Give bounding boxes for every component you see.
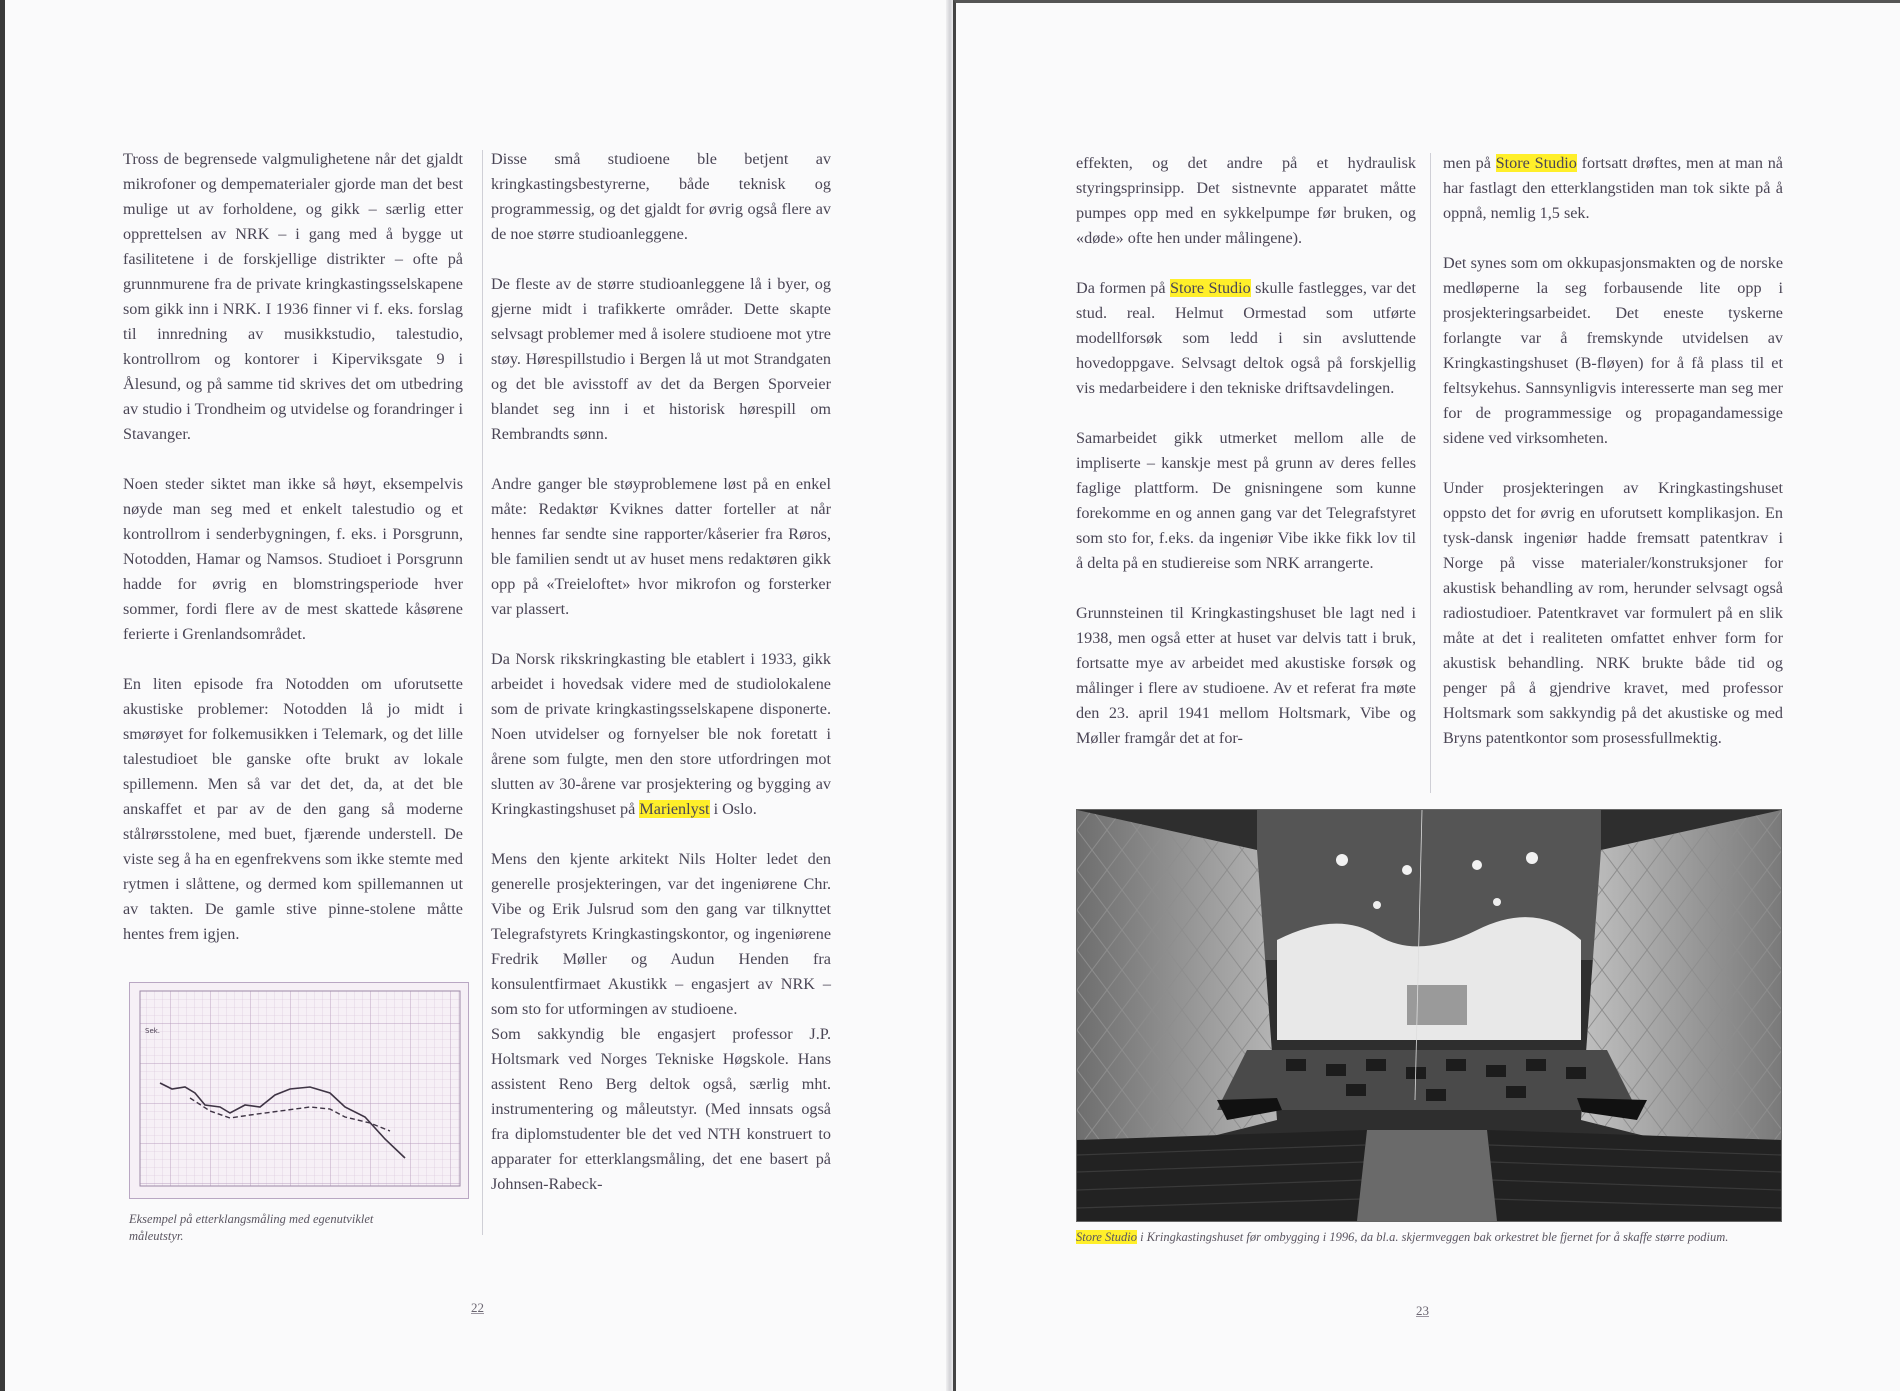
paragraph-store-studio: men på Store Studio fortsatt drøftes, men at man nå har fastlagt den etterklangstiden man tok sikte på å oppnå, nemlig 1,5 sek. xyxy=(1443,154,1783,222)
left-column-1 xyxy=(123,147,463,972)
reverberation-graph-svg xyxy=(130,983,468,1198)
right-column-1 xyxy=(1076,151,1416,751)
page-number: 23 xyxy=(1416,1303,1429,1318)
page-number: 22 xyxy=(471,1300,484,1315)
paragraph: Under prosjekteringen av Kringkastingshuset oppsto det for øvrig en uforutsett komplikasjon. En tysk-dansk ingeniør hadde fremsatt patentkrav i Norge på visse materialer/konstruksjoner for akustisk behandling av rom, herunder selvsagt også radiostudioer. Patentkravet var formulert på en slik måte at det i realiteten omfattet enhver form for akustisk behandling. NRK brukte både tid og penger på å gjendrive kravet, med professor Holtsmark som sakkyndig på det akustiske og med Bryns patentkontor som prosessfullmektig. xyxy=(1443,479,1783,747)
paragraph: Noen steder siktet man ikke så høyt, eksempelvis nøyde man seg med et enkelt talestudio og et kontrollrom i senderbygningen, f. eks. i Porsgrunn, Notodden, Hamar og Namsos. Studioet i Porsgrunn hadde for øvrig en blomstringsperiode hver sommer, fordi flere av de mest skattede kåsørene ferierte i Grenlandsområdet. xyxy=(123,475,463,643)
paragraph: Samarbeidet gikk utmerket mellom alle de impliserte – kanskje mest på grunn av deres felles faglige plattform. De gnisningene som kunne forekomme en og annen gang var det Telegrafstyret som sto for, f.eks. da ingeniør Vibe ikke fikk lov til å delta på en studiereise som NRK arrangerte. xyxy=(1076,429,1416,572)
photo-seats-right xyxy=(1487,1130,1781,1221)
paragraph: Som sakkyndig ble engasjert professor J.P. Holtsmark ved Norges Tekniske Høgskole. Hans assistent Reno Berg deltok også, særlig mht. instrumentering og måleutstyr. (Med innsats også fra diplomstudenter ble det ved NTH konstruert to apparater for etterklangsmåling, det ene basert på Johnsen-Rabeck- xyxy=(491,1025,831,1193)
paragraph: effekten, og det andre på et hydraulisk styringsprinsipp. Det sistnevnte apparatet måtte pumpes opp med en sykkelpumpe før bruken, og «døde» ofte hen under målingene). xyxy=(1076,154,1416,247)
paragraph-store-studio: Da formen på Store Studio skulle fastlegges, var det stud. real. Helmut Ormestad som utførte modellforsøk som ledd i sin avsluttende hovedoppgave. Selvsagt deltok også på forskjellig vis medarbeidere i den tekniske driftsavdelingen. xyxy=(1076,279,1416,397)
graph-axis-label: Sek. xyxy=(145,1027,161,1035)
highlighted-term: Store Studio xyxy=(1169,279,1251,297)
photo-aisle xyxy=(1357,1130,1497,1221)
paragraph: De fleste av de større studioanleggene lå i byer, og gjerne midt i trafikkerte områder. Dette skapte selvsagt problemer med å isolere studioene mot ytre støy. Hørespillstudio i Bergen lå ut mot Strandgaten og det ble avisstoff av det da Bergen Sporveier blandet seg inn i et historisk hørespill om Rembrandts sønn. xyxy=(491,275,831,443)
right-column-2 xyxy=(1443,151,1783,751)
highlighted-term: Store Studio xyxy=(1076,1230,1137,1244)
photo-seats-left xyxy=(1077,1130,1367,1221)
highlighted-term: Store Studio xyxy=(1495,154,1577,172)
right-page xyxy=(953,0,1900,1391)
studio-photo-svg xyxy=(1077,810,1781,1221)
paragraph-marienlyst: Da Norsk rikskringkasting ble etablert i 1933, gikk arbeidet i hovedsak videre med de studiolokalene som de private kringkastingsselskapene disponerte. Noen utvidelser og fornyelser ble nok foretatt i årene som fulgte, men den store utfordringen mot slutten av 30-årene var prosjektering og bygging av Kringkastingshuset på Marienlyst i Oslo. xyxy=(491,650,831,818)
paragraph: Mens den kjente arkitekt Nils Holter ledet den generelle prosjekteringen, var det ingeniørene Chr. Vibe og Erik Julsrud som den gang var tilknyttet Telegrafstyrets Kringkastingskontor, og ingeniørene Fredrik Møller og Audun Henden fra konsulentfirmaet Akustikk – engasjert av NRK – som sto for utformingen av studioene. xyxy=(491,850,831,1018)
paragraph: Grunnsteinen til Kringkastingshuset ble lagt ned i 1938, men også etter at huset var delvis tatt i bruk, fortsatte mye av arbeidet med akustiske forsøk og målinger i flere av studioene. Av et referat fra møte den 23. april 1941 mellom Holtsmark, Vibe og Møller framgår det at for- xyxy=(1076,604,1416,747)
paragraph: Andre ganger ble støyproblemene løst på en enkel måte: Redaktør Kviknes datter forteller at når hennes far sendte sine rapporter/kåserier fra Røros, ble familien sendt ut av huset mens redaktøren gikk opp på «Treieloftet» hvor mikrofon og forsterker var plassert. xyxy=(491,475,831,618)
left-column-2 xyxy=(491,147,831,1197)
paragraph: Tross de begrensede valgmulighetene når det gjaldt mikrofoner og dempematerialer gjorde man det best mulige ut av forholdene, og gikk – særlig etter opprettelsen av NRK – i gang med å bygge ut fasilitetene i de forskjellige distrikter – ofte på grunnmurene fra de private kringkastingsselskapene som gikk inn i NRK. I 1936 finner vi f. eks. forslag til innredning av musikkstudio, talestudio, kontrollrom og kontorer i Kiperviksgate 9 i Ålesund, og på samme tid skrives det om utbedring av studio i Trondheim og utvidelse og forandringer i Stavanger. xyxy=(123,150,463,443)
column-divider xyxy=(1430,153,1431,793)
paragraph: En liten episode fra Notodden om uforutsette akustiske problemer: Notodden lå jo midt i smørøyet for folkemusikken i Telemark, og det lille talestudioet ble ganske ofte brukt av lokale spillemenn. Men så var det det, da, at det ble anskaffet et par av de den gang så moderne stålrørsstolene, med buet, fjærende understell. De viste seg å ha en egenfrekvens som ikke stemte med rytmen i slåttene, og dermed kom spillemannen ut av takten. De gamle stive pinne-stolene måtte hentes frem igjen. xyxy=(123,675,463,943)
paragraph: Det synes som om okkupasjonsmakten og de norske medløperne la seg forbausende lite opp i prosjekteringsarbeidet. Det eneste tyskerne forlangte var å fremskynde utvidelsen av Kringkastingshuset (B-fløyen) for å få plass til et feltsykehus. Sannsynligvis interesserte man seg mer for de programmessige og propagandamessige sidene ved virksomheten. xyxy=(1443,254,1783,447)
reverberation-graph xyxy=(129,982,469,1199)
graph-caption: Eksempel på etterklangsmåling med egenutviklet måleutstyr. xyxy=(129,1212,374,1243)
column-divider xyxy=(482,150,483,1235)
paragraph: Disse små studioene ble betjent av kringkastingsbestyrerne, både teknisk og programmessig, og det gjaldt for øvrig også flere av de noe større studioanleggene. xyxy=(491,150,831,243)
store-studio-photo xyxy=(1076,809,1782,1222)
highlighted-term: Marienlyst xyxy=(639,800,710,818)
photo-caption: Store Studio i Kringkastingshuset før ombygging i 1996, da bl.a. skjermveggen bak orkestret ble fjernet for å skaffe større podium. xyxy=(1076,1230,1729,1244)
